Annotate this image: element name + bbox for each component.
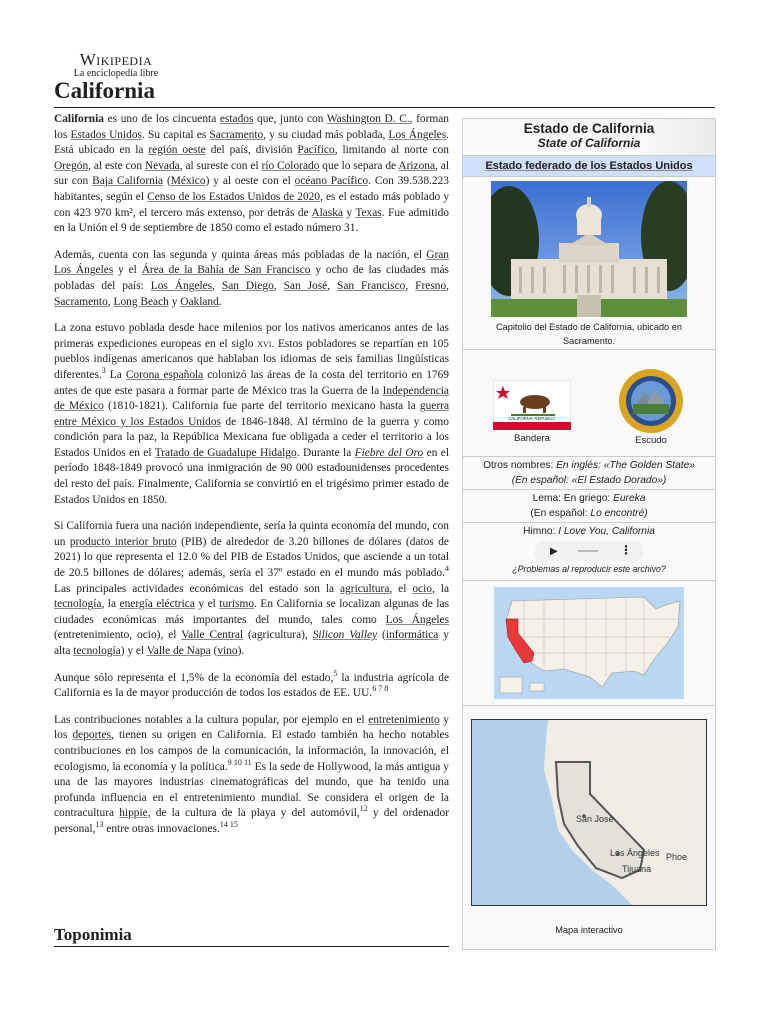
- nicknames-en: En inglés: «The Golden State»: [556, 460, 695, 471]
- section-heading-toponimia: Toponimia: [54, 925, 132, 944]
- article-link[interactable]: Alaska: [311, 206, 343, 219]
- article-link[interactable]: Sacramento: [54, 295, 108, 308]
- citation-ref[interactable]: 9 10 11: [227, 757, 252, 767]
- nicknames-label: Otros nombres:: [483, 460, 554, 471]
- article-link[interactable]: México: [170, 175, 206, 188]
- wordmark: Wikipedia: [79, 50, 153, 69]
- article-link[interactable]: Gran Los Ángeles: [54, 248, 449, 277]
- motto-lang: En griego:: [563, 493, 611, 504]
- article-link[interactable]: Baja California: [92, 175, 164, 188]
- audio-progress-bar[interactable]: [578, 550, 598, 552]
- nicknames-row: [463, 457, 715, 490]
- article-link[interactable]: hippie: [119, 807, 148, 820]
- flag-image[interactable]: [493, 380, 571, 430]
- city-label-los-angeles: Los Ángeles: [610, 848, 660, 858]
- nicknames-es: (En español: «El Estado Dorado»): [511, 475, 667, 486]
- play-icon[interactable]: ▶: [550, 546, 558, 557]
- article-link[interactable]: Independencia de México: [54, 384, 449, 413]
- article-link[interactable]: San Francisco: [337, 279, 406, 292]
- article-link[interactable]: San Diego: [221, 279, 274, 292]
- article-link[interactable]: Sacramento: [209, 128, 264, 141]
- article-link[interactable]: Oakland: [180, 295, 219, 308]
- capitol-caption: Capitolio del Estado de California, ubicado en Sacramento.: [496, 322, 682, 346]
- article-link[interactable]: Los Ángeles: [150, 279, 213, 292]
- citation-ref[interactable]: 13: [95, 820, 104, 830]
- city-label-san-jose: San José: [576, 814, 614, 824]
- article-body: [54, 112, 449, 849]
- article-link[interactable]: Corona española: [125, 368, 204, 381]
- motto-trans-lang: (En español:: [530, 508, 588, 519]
- city-label-phoenix: Phoe: [666, 852, 688, 862]
- map-caption: Mapa interactivo: [555, 925, 623, 935]
- article-link[interactable]: Nevada: [144, 159, 180, 172]
- infobox-subtitle: State of California: [537, 136, 641, 150]
- capitol-photo-cell: [463, 177, 715, 350]
- article-link[interactable]: Washington D. C.: [326, 113, 410, 125]
- article-link[interactable]: Fiebre del Oro: [354, 446, 424, 459]
- article-link[interactable]: agricultura: [340, 582, 390, 595]
- flag-text: CALIFORNIA REPUBLIC: [508, 416, 556, 421]
- motto-trans-value: Lo encontré): [590, 508, 648, 519]
- audio-problem-link[interactable]: ¿Problemas al reproducir este archivo?: [512, 564, 666, 574]
- article-link[interactable]: Texas: [355, 206, 382, 219]
- citation-ref[interactable]: 5: [333, 668, 338, 678]
- article-link[interactable]: vino: [217, 645, 238, 657]
- city-label-tijuana: Tijuana: [622, 864, 652, 874]
- anthem-row: [463, 523, 715, 581]
- seal-image[interactable]: [615, 368, 687, 434]
- article-link[interactable]: Censo de los Estados Unidos de 2020: [147, 190, 321, 203]
- article-link[interactable]: tecnología: [73, 645, 121, 657]
- us-locator-map[interactable]: [494, 587, 684, 699]
- article-link[interactable]: energía eléctrica: [119, 598, 195, 611]
- article-link[interactable]: Silicon Valley: [312, 629, 378, 642]
- article-link[interactable]: producto interior bruto: [69, 535, 177, 548]
- citation-ref[interactable]: 4: [445, 564, 449, 574]
- article-link[interactable]: océano Pacífico: [294, 175, 369, 188]
- section-rule: [54, 946, 449, 947]
- article-link[interactable]: estados: [219, 113, 254, 125]
- interactive-map[interactable]: [471, 719, 707, 906]
- paragraph-history: La zona estuvo poblada desde hace milenios por los nativos americanos antes de las primeras expediciones europeas en el siglo xvi. Estos pobladores se repartían en 105 pueblos indígenas americanos que hablaban los idiomas de seis familias lingüísticas diferentes.$^3$ La Corona española colonizó las áreas de la costa del territorio en 1769 antes de que este pasara a formar parte de México tras la Guerra de la Independencia de México (1810-1821). California fue parte del territorio mexicano hasta la guerra entre México y los Estados Unidos de 1846-1848. Al término de la guerra y como condición para la paz, la República Mexicana fue obligada a ceder el territorio a los Estados Unidos en el Tratado de Guadalupe Hidalgo. Durante la Fiebre del Oro en el período 1848-1849 provocó una inmigración de 90 000 estadounidenses procedentes del resto del país. Finalmente, California se convirtió en el trigésimo primer estado de Estados Unidos en 1850.: [54, 322, 450, 506]
- anthem-label: Himno:: [523, 526, 556, 537]
- article-link[interactable]: San José: [283, 279, 328, 292]
- article-link[interactable]: turismo: [219, 598, 255, 611]
- infobox-type-link[interactable]: Estado federado de los Estados Unidos: [485, 160, 693, 172]
- interactive-map-canvas[interactable]: [472, 720, 706, 905]
- article-link[interactable]: Los Ángeles: [388, 128, 447, 141]
- tagline: La enciclopedia libre: [73, 68, 159, 79]
- article-link[interactable]: Oregón: [54, 159, 89, 172]
- article-link[interactable]: Arizona: [398, 159, 436, 172]
- article-link[interactable]: Long Beach: [113, 295, 169, 308]
- article-link[interactable]: Los Ángeles: [385, 613, 450, 626]
- article-link[interactable]: río Colorado: [261, 159, 320, 172]
- paragraph-agriculture: Aunque sólo representa el 1,5% de la economía del estado,$^5$ la industria agrícola de California es la de mayor producción de todos los estados de EE. UU.$^{6 7 8}$: [54, 668, 450, 700]
- article-link[interactable]: Fresno: [415, 279, 447, 292]
- article-link[interactable]: Valle de Napa: [146, 645, 211, 657]
- paragraph-culture: Las contribuciones notables a la cultura popular, por ejemplo en el entretenimiento y los deportes, tienen su origen en California. El estado también ha hecho notables contribuciones en los campos de la comunicación, la información, la innovación, el ecologismo, la economía y la política.$^{9 10 11}$ Es la sede de Hollywood, la más antigua y una de las mayores industrias cinematográficas del mundo, que ha tenido una profunda influencia en el entretenimiento mundial. Se considera el origen de la contracultura hippie, de la cultura de la playa y del automóvil,$^{12}$ y del ordenador personal,$^{13}$ entre otras innovaciones.$^{14 15}$: [54, 713, 449, 835]
- article-link[interactable]: ocio: [412, 582, 432, 595]
- article-link[interactable]: Valle Central: [181, 629, 244, 642]
- article-link[interactable]: guerra entre México y los Estados Unidos: [54, 400, 449, 428]
- article-link[interactable]: Área de la Bahía de San Francisco: [141, 264, 311, 277]
- infobox-header: [463, 119, 715, 156]
- infobox-type[interactable]: [463, 156, 715, 177]
- citation-ref[interactable]: 14 15: [219, 820, 238, 830]
- article-link[interactable]: Pacífico: [297, 144, 335, 157]
- infobox-title: Estado de California: [523, 121, 655, 136]
- citation-ref[interactable]: 3: [101, 366, 106, 376]
- title-rule: [54, 107, 715, 108]
- article-link[interactable]: deportes: [72, 729, 112, 742]
- wikipedia-logo[interactable]: [68, 50, 164, 79]
- page-title: California: [54, 78, 155, 103]
- more-options-icon[interactable]: ⋮: [620, 543, 632, 557]
- capitol-photo[interactable]: [491, 181, 687, 317]
- motto-label: Lema:: [532, 493, 561, 504]
- motto-value: Eureka: [613, 493, 646, 504]
- paragraph-economy: Si California fuera una nación independiente, sería la quinta economía del mundo, con un producto interior bruto (PIB) de alrededor de 3.20 billones de dólares (datos de 2021) lo que representa el 12.0 % del PIB de Estados Unidos, que asciende a un total de 20.5 billones de dólares; además, sería el 37º estado en el mundo más poblado.$^4$ Las principales actividades económicas del estado son la agricultura, el ocio, la tecnología, la energía eléctrica y el turismo. En California se localizan algunas de las ciudades económicas más importantes del mundo, tales como Los Ángeles (entretenimiento, ocio), el Valle Central (agricultura), Silicon Valley (informática y alta tecnología) y el Valle de Napa (vino).: [54, 520, 450, 657]
- locator-map-cell: [463, 581, 715, 706]
- article-link[interactable]: Estados Unidos: [70, 128, 142, 141]
- paragraph-areas: Además, cuenta con las segunda y quinta áreas más pobladas de la nación, el Gran Los Ángeles y el Área de la Bahía de San Francisco y ocho de las ciudades más pobladas del país: Los Ángeles, San Diego, San José, San Francisco, Fresno, Sacramento, Long Beach y Oakland.: [54, 248, 450, 308]
- audio-player: [534, 541, 644, 561]
- motto-row: [463, 490, 715, 523]
- citation-ref[interactable]: 12: [359, 804, 368, 814]
- symbols-cell: [463, 350, 715, 457]
- article-link[interactable]: Tratado de Guadalupe Hidalgo: [154, 446, 297, 459]
- paragraph-intro: California es uno de los cincuenta estados que, junto con Washington D. C., forman los Estados Unidos. Su capital es Sacramento, y su ciudad más poblada, Los Ángeles. Está ubicado en la región oeste del país, división Pacífico, limitando al norte con Oregón, al este con Nevada, al sureste con el río Colorado que lo separa de Arizona, al sur con Baja California (México) y al oeste con el océano Pacífico. Con 39.538.223 habitantes, según el Censo de los Estados Unidos de 2020, es el estado más poblado y con 423 970 km², el tercero más extenso, por detrás de Alaska y Texas. Fue admitido en la Unión el 9 de septiembre de 1850 como el estado número 31.: [54, 113, 450, 235]
- article-link[interactable]: entretenimiento: [368, 713, 440, 726]
- seal-caption: Escudo: [635, 435, 667, 446]
- article-link[interactable]: tecnología: [54, 598, 102, 611]
- anthem-value: I Love You, California: [558, 526, 655, 537]
- article-link[interactable]: informática: [385, 629, 439, 642]
- flag-caption: Bandera: [514, 433, 550, 444]
- citation-ref[interactable]: 6 7 8: [372, 684, 389, 694]
- infobox: [462, 118, 716, 950]
- article-link[interactable]: región oeste: [148, 144, 206, 157]
